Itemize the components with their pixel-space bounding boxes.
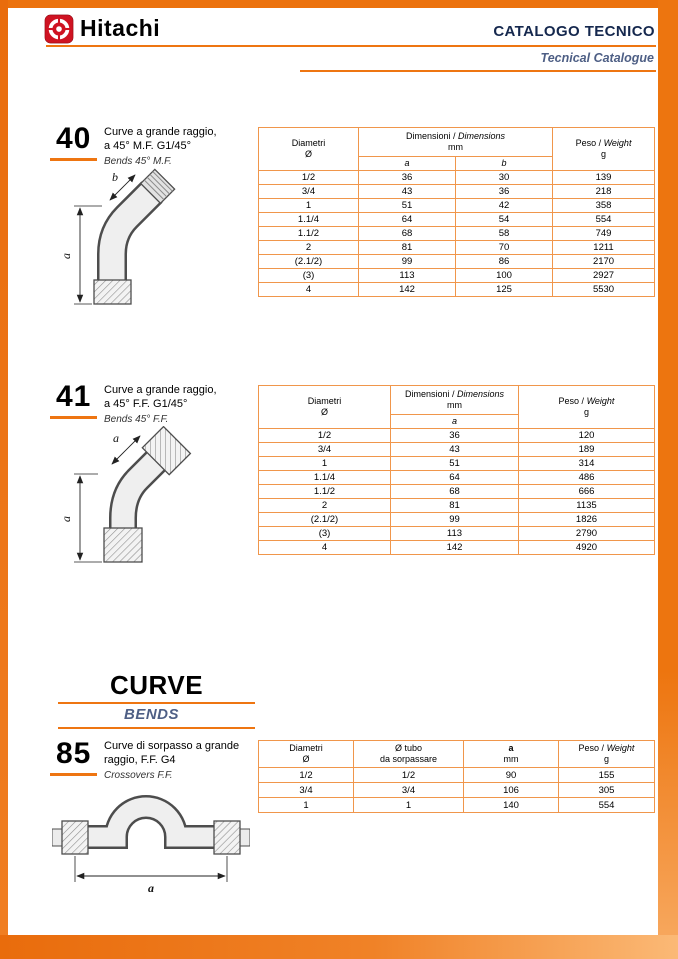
section-40-number: 40 [56, 122, 92, 155]
table-cell: 42 [456, 199, 553, 213]
table-row [259, 798, 655, 813]
table-cell: 113 [359, 269, 456, 283]
section-41-number: 41 [56, 380, 92, 413]
table-cell: 81 [359, 241, 456, 255]
table-cell: 5530 [553, 283, 655, 297]
table-cell: 51 [359, 199, 456, 213]
dimension-a [75, 856, 227, 895]
table-cell: 218 [553, 185, 655, 199]
table-cell: 4 [259, 283, 359, 297]
table-cell: 90 [464, 768, 559, 783]
table-row [259, 527, 655, 541]
section-40-subtitle: Bends 45° M.F. [104, 156, 172, 167]
female-socket-left [62, 821, 88, 854]
section-85-title [104, 740, 239, 767]
brand-name: Hitachi [80, 15, 161, 41]
table-cell: 305 [559, 783, 655, 798]
label-peso-en: Weight [603, 138, 632, 148]
page-title: CATALOGO TECNICO [493, 23, 655, 40]
hitachi-logo-icon [44, 14, 74, 44]
table-cell: 36 [359, 171, 456, 185]
col-header-a: a [391, 415, 519, 429]
section-41-subtitle: Bends 45° F.F. [104, 414, 169, 425]
table-cell: 4920 [519, 541, 655, 555]
table-cell: 1/2 [354, 768, 464, 783]
table-row [259, 429, 655, 443]
table-cell: (3) [259, 527, 391, 541]
table-cell: 3/4 [259, 443, 391, 457]
section-41-rule [50, 416, 97, 419]
table-cell: 86 [456, 255, 553, 269]
table-row [259, 513, 655, 527]
table-cell: 2 [259, 241, 359, 255]
table-cell: 43 [359, 185, 456, 199]
pipe-stub-left [52, 829, 62, 846]
page-subtitle: Tecnical Catalogue [540, 51, 654, 65]
table-cell: 749 [553, 227, 655, 241]
section-41-title [104, 384, 217, 411]
table-cell: 1 [259, 457, 391, 471]
col-header-diametri: Diametri Ø [259, 386, 391, 429]
table-85-body [259, 768, 655, 813]
table-row [259, 541, 655, 555]
table-row [259, 471, 655, 485]
section-85-title-line2: raggio, F.F. G4 [104, 753, 176, 766]
label-peso-unit: g [601, 149, 607, 159]
table-cell: 64 [359, 213, 456, 227]
table-row [259, 199, 655, 213]
table-41-body [259, 429, 655, 555]
table-row [259, 283, 655, 297]
bend-45-ff-drawing [50, 426, 240, 568]
table-row [259, 269, 655, 283]
table-cell: 81 [391, 499, 519, 513]
table-cell: 113 [391, 527, 519, 541]
table-cell: 100 [456, 269, 553, 283]
table-cell: 486 [519, 471, 655, 485]
table-cell: 99 [359, 255, 456, 269]
table-cell: 106 [464, 783, 559, 798]
table-row [259, 185, 655, 199]
section-85-subtitle: Crossovers F.F. [104, 770, 173, 781]
frame-right-bar [658, 0, 678, 959]
group-heading-subtitle: BENDS [124, 706, 180, 723]
label-tube-line1: Ø tubo [394, 743, 423, 753]
table-cell: 3/4 [354, 783, 464, 798]
section-40-title [104, 126, 217, 153]
section-41-title-line2: a 45° F.F. G1/45° [104, 397, 188, 410]
table-cell: 1.1/2 [259, 227, 359, 241]
group-heading-title: CURVE [110, 670, 204, 700]
label-dim-it: Dimensioni / [405, 131, 456, 141]
table-85-header [259, 741, 655, 768]
table-cell: 1.1/4 [259, 471, 391, 485]
table-cell: 125 [456, 283, 553, 297]
section-40-title-line1: Curve a grande raggio, [104, 126, 217, 138]
table-cell: (2.1/2) [259, 255, 359, 269]
table-cell: 1826 [519, 513, 655, 527]
dim-label-b: b [112, 170, 118, 184]
table-cell: 51 [391, 457, 519, 471]
table-cell: 1.1/4 [259, 213, 359, 227]
frame-left-bar [0, 0, 8, 959]
table-cell: 554 [553, 213, 655, 227]
bend-45-mf-drawing [50, 166, 240, 306]
female-socket [94, 280, 131, 304]
group-heading-rule-2 [58, 727, 255, 729]
female-socket-lower [104, 528, 142, 562]
table-cell: 2790 [519, 527, 655, 541]
col-header-diametri [259, 128, 359, 171]
table-cell: 68 [391, 485, 519, 499]
col-header-a: a mm [464, 741, 559, 768]
table-cell: 70 [456, 241, 553, 255]
col-header-dimensioni: Dimensioni / Dimensions mm [391, 386, 519, 415]
table-cell: 666 [519, 485, 655, 499]
label-dim-en: Dimensions [458, 131, 506, 141]
table-cell: 64 [391, 471, 519, 485]
table-40 [258, 127, 655, 297]
dim-label-a: a [59, 516, 73, 522]
table-cell: 36 [391, 429, 519, 443]
table-cell: 142 [391, 541, 519, 555]
table-cell: 554 [559, 798, 655, 813]
table-41 [258, 385, 655, 555]
label-a-unit: mm [503, 754, 519, 764]
section-40-rule [50, 158, 97, 161]
table-cell: 1 [354, 798, 464, 813]
dim-label-a: a [148, 881, 154, 895]
label-diam-symbol: Ø [304, 149, 312, 159]
table-cell: 2 [259, 499, 391, 513]
table-cell: 139 [553, 171, 655, 185]
table-cell: 1211 [553, 241, 655, 255]
label-dim-unit: mm [448, 142, 463, 152]
table-cell: 30 [456, 171, 553, 185]
col-header-tubo [354, 741, 464, 768]
table-row [259, 255, 655, 269]
dim-label-a: a [59, 253, 73, 259]
dimension-a-vertical [59, 474, 102, 562]
section-85-title-line1: Curve di sorpasso a grande [104, 740, 240, 752]
dimension-a-diagonal [112, 431, 140, 464]
table-cell: 68 [359, 227, 456, 241]
header-rule-1 [46, 45, 656, 47]
table-cell: 1/2 [259, 171, 359, 185]
col-header-peso: Peso / Weight g [559, 741, 655, 768]
section-41-title-line1: Curve a grande raggio, [104, 384, 217, 396]
table-cell: 314 [519, 457, 655, 471]
table-row [259, 241, 655, 255]
col-header-diametri: Diametri Ø [259, 741, 354, 768]
table-row [259, 499, 655, 513]
col-header-peso [553, 128, 655, 171]
table-cell: 155 [559, 768, 655, 783]
table-40-header [259, 128, 655, 171]
female-socket-right [214, 821, 240, 854]
table-cell: 1 [259, 798, 354, 813]
frame-top-bar [0, 0, 678, 8]
section-85-number: 85 [56, 737, 92, 770]
table-cell: 1/2 [259, 768, 354, 783]
table-cell: 142 [359, 283, 456, 297]
table-cell: 120 [519, 429, 655, 443]
table-cell: 43 [391, 443, 519, 457]
table-cell: 3/4 [259, 783, 354, 798]
table-cell: 2170 [553, 255, 655, 269]
table-row [259, 485, 655, 499]
table-85 [258, 740, 655, 813]
pipe-stub-right [240, 829, 250, 846]
col-header-peso: Peso / Weight g [519, 386, 655, 429]
table-cell: 189 [519, 443, 655, 457]
crossover-drawing [52, 788, 250, 898]
table-cell: 4 [259, 541, 391, 555]
label-diametri: Diametri [291, 138, 326, 148]
group-heading-rule-1 [58, 702, 255, 704]
table-cell: (2.1/2) [259, 513, 391, 527]
col-header-b: b [456, 157, 553, 171]
table-cell: 36 [456, 185, 553, 199]
table-cell: 58 [456, 227, 553, 241]
section-40-title-line2: a 45° M.F. G1/45° [104, 139, 192, 152]
label-tube-line2: da sorpassare [379, 754, 438, 764]
table-cell: 2927 [553, 269, 655, 283]
section-85-rule [50, 773, 97, 776]
table-row [259, 443, 655, 457]
table-row [259, 783, 655, 798]
dim-label-a2: a [113, 431, 119, 445]
table-row [259, 213, 655, 227]
table-row [259, 171, 655, 185]
table-cell: 358 [553, 199, 655, 213]
table-40-body [259, 171, 655, 297]
table-cell: 1135 [519, 499, 655, 513]
table-cell: 99 [391, 513, 519, 527]
table-cell: 1 [259, 199, 359, 213]
table-cell: (3) [259, 269, 359, 283]
table-cell: 1/2 [259, 429, 391, 443]
table-row [259, 227, 655, 241]
frame-bottom-bar [0, 935, 678, 959]
col-header-dimensioni [359, 128, 553, 157]
table-cell: 3/4 [259, 185, 359, 199]
table-cell: 54 [456, 213, 553, 227]
label-peso-it: Peso / [575, 138, 602, 148]
header-rule-2 [300, 70, 656, 72]
table-row [259, 768, 655, 783]
table-cell: 140 [464, 798, 559, 813]
table-41-header [259, 386, 655, 429]
table-row [259, 457, 655, 471]
table-cell: 1.1/2 [259, 485, 391, 499]
col-header-a: a [359, 157, 456, 171]
